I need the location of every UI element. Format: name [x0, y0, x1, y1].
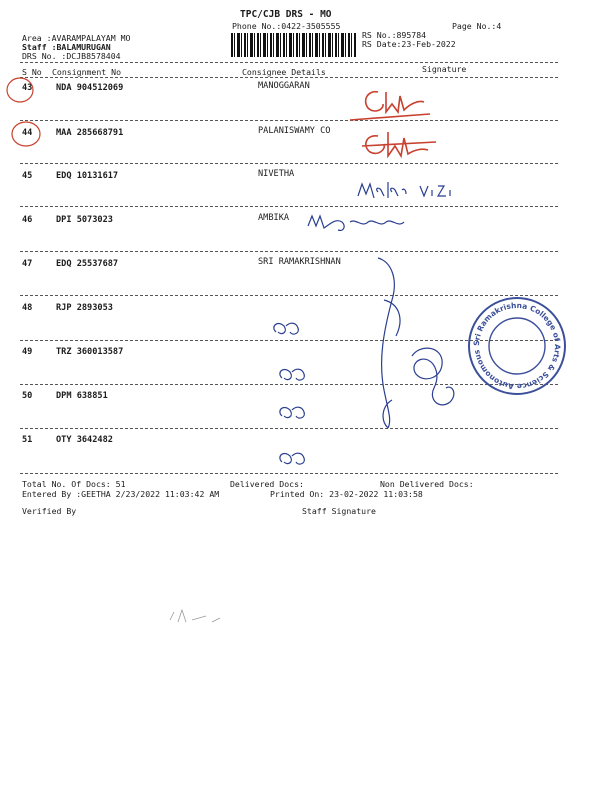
pencil-mark [170, 610, 220, 622]
col-header-signature: Signature [422, 64, 467, 74]
row-consignee: MANOGGARAN [258, 81, 310, 91]
row-sno: 50 [22, 391, 33, 401]
row-sno: 44 [22, 128, 33, 138]
row-consignee: AMBIKA [258, 213, 290, 223]
row-consignee: PALANISWAMY CO [258, 126, 331, 136]
signature-row-46 [308, 216, 404, 230]
rs-number: RS No.:895784 [362, 30, 427, 40]
col-header-consignment: Consignment No [52, 67, 122, 77]
printed-on: Printed On: 23-02-2022 11:03:58 [270, 489, 423, 499]
row-consignee: SRI RAMAKRISHNAN [258, 257, 341, 267]
row-consignment: EDQ 10131617 [56, 171, 119, 181]
row-consignment: DPM 638851 [56, 391, 108, 401]
signature-row-43 [350, 92, 430, 120]
college-stamp [469, 298, 565, 394]
row-consignment: MAA 285668791 [56, 128, 124, 138]
delivered-docs: Delivered Docs: [230, 479, 304, 489]
drs-number: DRS No. :DCJB8578404 [22, 51, 121, 61]
row-sno: 43 [22, 83, 33, 93]
rs-date: RS Date:23-Feb-2022 [362, 39, 456, 49]
signature-row-50 [280, 407, 304, 418]
entered-by: Entered By :GEETHA 2/23/2022 11:03:42 AM [22, 489, 220, 499]
row-consignment: OTY 3642482 [56, 435, 113, 445]
col-header-sno: S No [22, 67, 42, 77]
stamp-text: Sri Ramakrishna College of Arts & Science Autonomous Coimbatore [471, 300, 563, 392]
row-sno: 51 [22, 435, 33, 445]
staff-label: Staff :BALAMURUGAN [22, 42, 111, 52]
row-consignment: NDA 904512069 [56, 83, 124, 93]
row-sno: 49 [22, 347, 33, 357]
row-consignment: DPI 5073023 [56, 215, 113, 225]
signature-row-49 [280, 369, 304, 380]
verified-by: Verified By [22, 506, 77, 516]
svg-text:Sri Ramakrishna College of Art [472, 301, 562, 391]
row-consignee: NIVETHA [258, 169, 295, 179]
row-sno: 48 [22, 303, 33, 313]
non-delivered-docs: Non Delivered Docs: [380, 479, 474, 489]
row-consignment: TRZ 360013587 [56, 347, 124, 357]
row-circle-mark [7, 78, 33, 102]
signature-row-51 [280, 453, 304, 464]
signature-row-48 [274, 323, 298, 334]
document-title: TPC/CJB DRS - MO [240, 9, 332, 20]
row-consignment: RJP 2893053 [56, 303, 113, 313]
signature-scribble [378, 258, 454, 428]
row-sno: 46 [22, 215, 33, 225]
col-header-consignee: Consignee Details [242, 67, 326, 77]
staff-signature-label: Staff Signature [302, 506, 376, 516]
signature-row-44 [362, 132, 436, 156]
area-label: Area :AVARAMPALAYAM MO [22, 33, 131, 43]
total-docs: Total No. Of Docs: 51 [22, 479, 126, 489]
signature-row-45 [358, 182, 450, 198]
row-sno: 45 [22, 171, 33, 181]
row-sno: 47 [22, 259, 33, 269]
phone-number: Phone No.:0422-3505555 [232, 21, 341, 31]
row-consignment: EDQ 25537687 [56, 259, 119, 269]
row-circle-mark [12, 122, 40, 146]
page-number: Page No.:4 [452, 21, 502, 31]
